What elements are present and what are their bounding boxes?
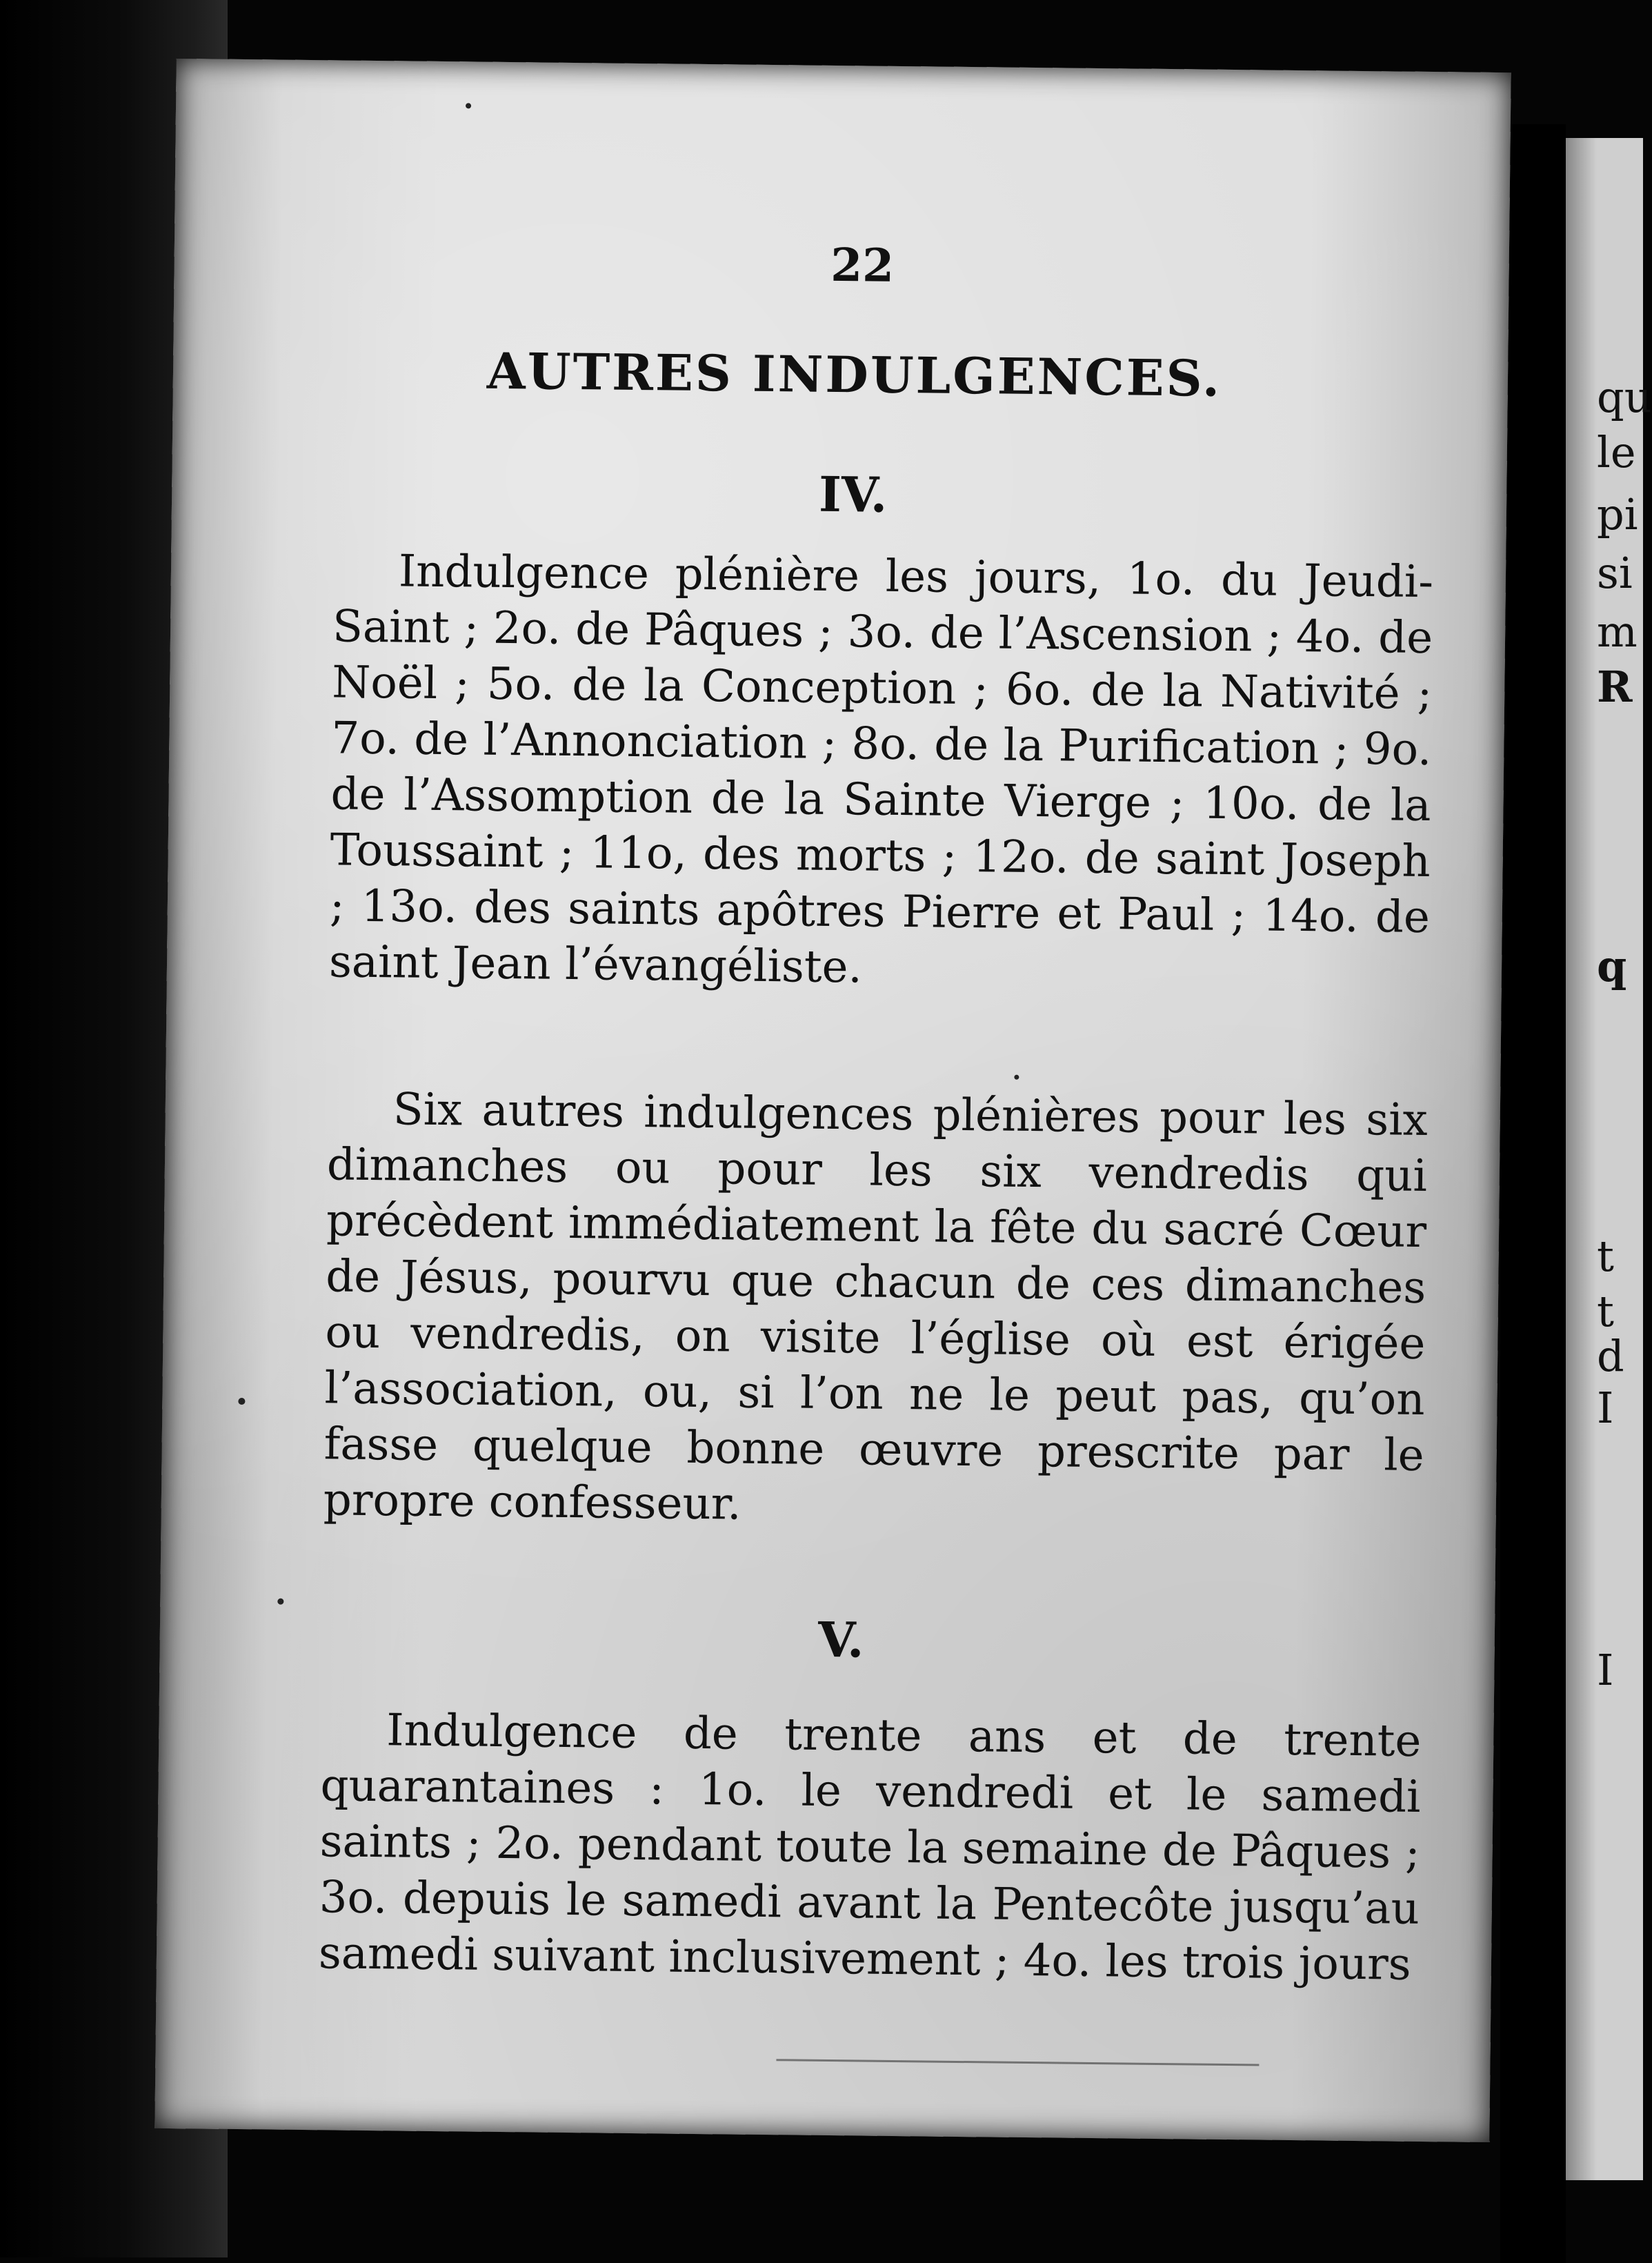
paragraph: Indulgence de trente ans et de trente quarantaines : 1o. le vendredi et le samedi saints ; 2o. pendant toute la semaine de Pâques ; 3o. depuis le samedi avant la Pentecôte jusqu’au samedi suivant inclusivement ; 4o. les trois jours bbox=[318, 1705, 1422, 1990]
adjacent-page-fragment: t bbox=[1597, 1231, 1614, 1281]
page-content bbox=[155, 59, 1511, 2142]
page-gap bbox=[1500, 124, 1566, 2263]
adjacent-page-fragment: R bbox=[1597, 662, 1633, 712]
ink-speck bbox=[1014, 1075, 1019, 1080]
adjacent-page-fragment: m bbox=[1597, 606, 1638, 657]
adjacent-page-fragment: le bbox=[1597, 427, 1636, 477]
ink-speck bbox=[466, 103, 471, 108]
section-numeral: IV. bbox=[818, 465, 888, 524]
book-page bbox=[155, 59, 1511, 2142]
paragraph: Six autres indulgences plénières pour les six dimanches ou pour les six vendredis qui précèdent immédiatement la fête du sacré Cœur de Jésus, pourvu que chacun de ces dimanches ou vendredis, on visite l’église où est érigée l’association, ou, si l’on ne le peut pas, qu’on fasse quelque bonne œuvre prescrite par le propre confesseur. bbox=[323, 1084, 1429, 1530]
section-numeral: V. bbox=[817, 1610, 864, 1669]
ink-speck bbox=[238, 1398, 245, 1405]
page-heading: AUTRES INDULGENCES. bbox=[486, 341, 1222, 408]
adjacent-page-fragment: si bbox=[1597, 548, 1633, 598]
paragraph: Indulgence plénière les jours, 1o. du Jeudi-Saint ; 2o. de Pâques ; 3o. de l’Ascension ; 4o. de Noël ; 5o. de la Conception ; 6o. de la Nativité ; 7o. de l’Annonciation ; 8o. de la Purification ; 9o. de l’Assomption de la Sainte Vierge ; 10o. de la Toussaint ; 11o, des morts ; 12o. de saint Joseph ; 13o. des saints apôtres Pierre et Paul ; 14o. de saint Jean l’évangéliste. bbox=[328, 546, 1434, 994]
adjacent-page-fragment: d bbox=[1597, 1331, 1624, 1381]
adjacent-page-fragment: q bbox=[1597, 941, 1627, 991]
adjacent-page-fragment: t bbox=[1597, 1286, 1614, 1336]
bottom-rule bbox=[776, 2059, 1259, 2066]
adjacent-page-fragment: qu bbox=[1597, 372, 1652, 422]
ink-speck bbox=[277, 1599, 283, 1605]
adjacent-page-fragment: I bbox=[1597, 1645, 1614, 1695]
page-number: 22 bbox=[830, 237, 895, 293]
adjacent-page-fragment: I bbox=[1597, 1383, 1614, 1433]
adjacent-page-fragment: pi bbox=[1597, 489, 1638, 540]
